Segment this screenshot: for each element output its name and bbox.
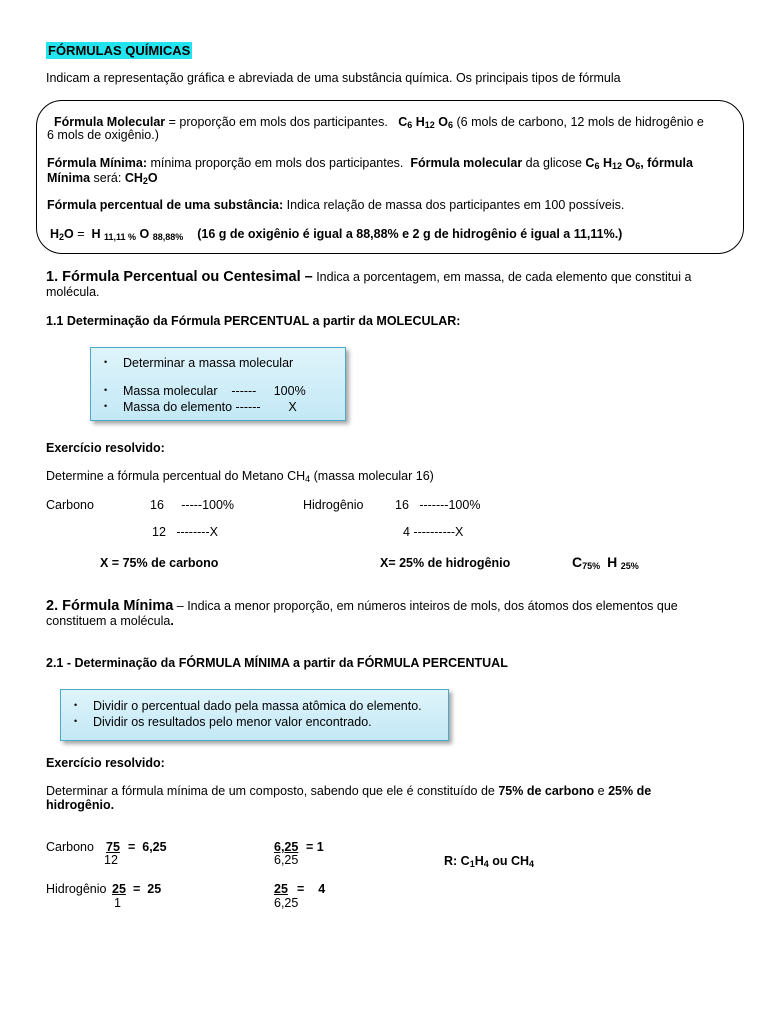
minima-bold3: , fórmula (640, 156, 693, 170)
molecular-note-line2: 6 mols de oxigênio.) (47, 128, 159, 142)
minima-label: Fórmula Mínima: (47, 156, 148, 170)
minima-line2: Mínima será: $CH_2O$ (47, 171, 158, 186)
minima-line2-bold: Mínima (47, 171, 91, 185)
minima-text2: da glicose (522, 156, 586, 170)
calc-h-result: = 25 (133, 882, 162, 896)
h-percent: 11,11 % (104, 232, 137, 242)
molecular-note: (6 mols de carbono, 12 mols de hidrogênio e (456, 115, 704, 129)
h2o-note: (16 g de oxigênio é igual a 88,88% e 2 g de hidrogênio é igual a 11,11%.) (197, 227, 623, 241)
minima-line2-text: será: (90, 171, 125, 185)
section1-subheading: 1.1 Determinação da Fórmula PERCENTUAL a partir da MOLECULAR: (46, 314, 461, 328)
page-title: FÓRMULAS QUÍMICAS (48, 43, 191, 58)
calc-hidrogenio-label: Hidrogênio (46, 882, 107, 896)
section2-exercise-label: Exercício resolvido: (46, 756, 165, 770)
section2-exercise-text (46, 784, 746, 798)
answer-prefix: R: C (444, 854, 470, 868)
intro-text: Indicam a representação gráfica e abreviada de uma substância química. Os principais tipos de fórmula (46, 71, 621, 85)
calc-h2-denominator: 6,25 (274, 896, 299, 910)
exercise-c: 75% de carbono (498, 784, 595, 798)
section2-bullet-box (60, 689, 449, 741)
answer: R: $C_1H_4$ ou $CH_4$ (444, 854, 535, 869)
section2-text2: constituem a molécula (46, 614, 171, 628)
section1-exercise-label: Exercício resolvido: (46, 441, 165, 455)
calc-h2-result: = 4 (297, 882, 326, 896)
calc-h-numerator: 25 (112, 882, 126, 896)
result-h-pct: 25% (620, 561, 639, 571)
section1-text2: molécula (46, 285, 97, 299)
exercise-h: 25% de (608, 784, 652, 798)
molecular-text: = proporção em mols dos participantes. (165, 115, 388, 129)
h2o-example: $H_2O = H$ $_{11,11 \%}$ O $_{88,88\%}$ (16 g de oxigênio é igual a 88,88% e 2 g de hidrogênio é igual a 11,11%.) (50, 227, 623, 242)
carbono-line2: 12 --------X (152, 525, 218, 539)
bullet-item: • Massa molecular ------ 100% (91, 384, 306, 398)
carbono-label: Carbono (46, 498, 94, 512)
bullet-item: • Dividir o percentual dado pela massa atômica do elemento. (61, 699, 422, 713)
section1-text-line2: molécula. (46, 285, 100, 299)
minima-text: mínima proporção em mols dos participantes. (147, 156, 404, 170)
molecular-definition: Fórmula Molecular = proporção em mols dos participantes. $C_6$ $H_{12}$ $O_6$ (6 mols de carbono, 12 mols de hidrogênio e (54, 115, 704, 130)
minima-bold: Fórmula molecular (410, 156, 523, 170)
exercise-text: Determinar a fórmula mínima de um composto, sabendo que ele é constituído de (46, 784, 499, 798)
exercise-and: e (594, 784, 609, 798)
percent-text: Indica relação de massa dos participantes em 100 possíveis. (283, 198, 625, 212)
result-hidrogenio: X= 25% de hidrogênio (380, 556, 511, 570)
exercise-text: Determine a fórmula percentual do Metano CH (46, 469, 306, 483)
section2-heading (46, 598, 746, 614)
result-formula: $C_{75\%}$ H $_{25\%}$ (572, 554, 639, 571)
section1-text: Indica a porcentagem, em massa, de cada elemento que constitui a (312, 270, 692, 284)
answer-end: ou CH (488, 854, 530, 868)
calc-c-numerator: 75 (106, 840, 120, 854)
bullet-item: • Massa do elemento ------ X (91, 400, 297, 414)
calc-c-denominator: 12 (104, 853, 118, 867)
section1-title: 1. Fórmula Percentual ou Centesimal – (46, 269, 313, 285)
bullet-item: • Determinar a massa molecular (91, 356, 293, 370)
calc-c2-numerator: 6,25 (274, 840, 299, 854)
section2-text-line2: constituem a molécula. (46, 614, 174, 628)
calc-carbono-label: Carbono (46, 840, 94, 854)
percent-definition (47, 198, 624, 212)
section1-heading (46, 269, 746, 285)
calc-c2-result: = 1 (306, 840, 324, 854)
bullet-item: • Dividir os resultados pelo menor valor encontrado. (61, 715, 372, 729)
section2-title: 2. Fórmula Mínima (46, 598, 174, 614)
calc-h-denominator: 1 (114, 896, 121, 910)
result-carbono: X = 75% de carbono (100, 556, 219, 570)
hidrogenio-line1: 16 -------100% (395, 498, 481, 512)
molecular-label: Fórmula Molecular (54, 115, 166, 129)
hidrogenio-line2: 4 ----------X (403, 525, 464, 539)
hidrogenio-label: Hidrogênio (303, 498, 364, 512)
result-c-pct: 75% (582, 561, 601, 571)
section2-exercise-text-line2: hidrogênio. (46, 798, 115, 812)
percent-label: Fórmula percentual de uma substância: (47, 198, 284, 212)
exercise-text-end: (massa molecular 16) (310, 469, 434, 483)
section1-bullet-box (90, 347, 346, 421)
section1-exercise-text: Determine a fórmula percentual do Metano $CH_4$ (massa molecular 16) (46, 469, 434, 484)
section2-subheading: 2.1 - Determinação da FÓRMULA MÍNIMA a partir da FÓRMULA PERCENTUAL (46, 656, 508, 670)
section2-text: – Indica a menor proporção, em números inteiros de mols, dos átomos dos elementos que (173, 599, 678, 613)
minima-definition: Fórmula Mínima: mínima proporção em mols dos participantes. Fórmula molecular da glicose $C_6$ $H_{12}$ $O_6$, fórmula (47, 156, 693, 171)
o-percent: 88,88% (152, 232, 184, 242)
carbono-line1: 16 -----100% (150, 498, 235, 512)
calc-c-result: = 6,25 (128, 840, 167, 854)
calc-h2-numerator: 25 (274, 882, 288, 896)
calc-c2-denominator: 6,25 (274, 853, 299, 867)
